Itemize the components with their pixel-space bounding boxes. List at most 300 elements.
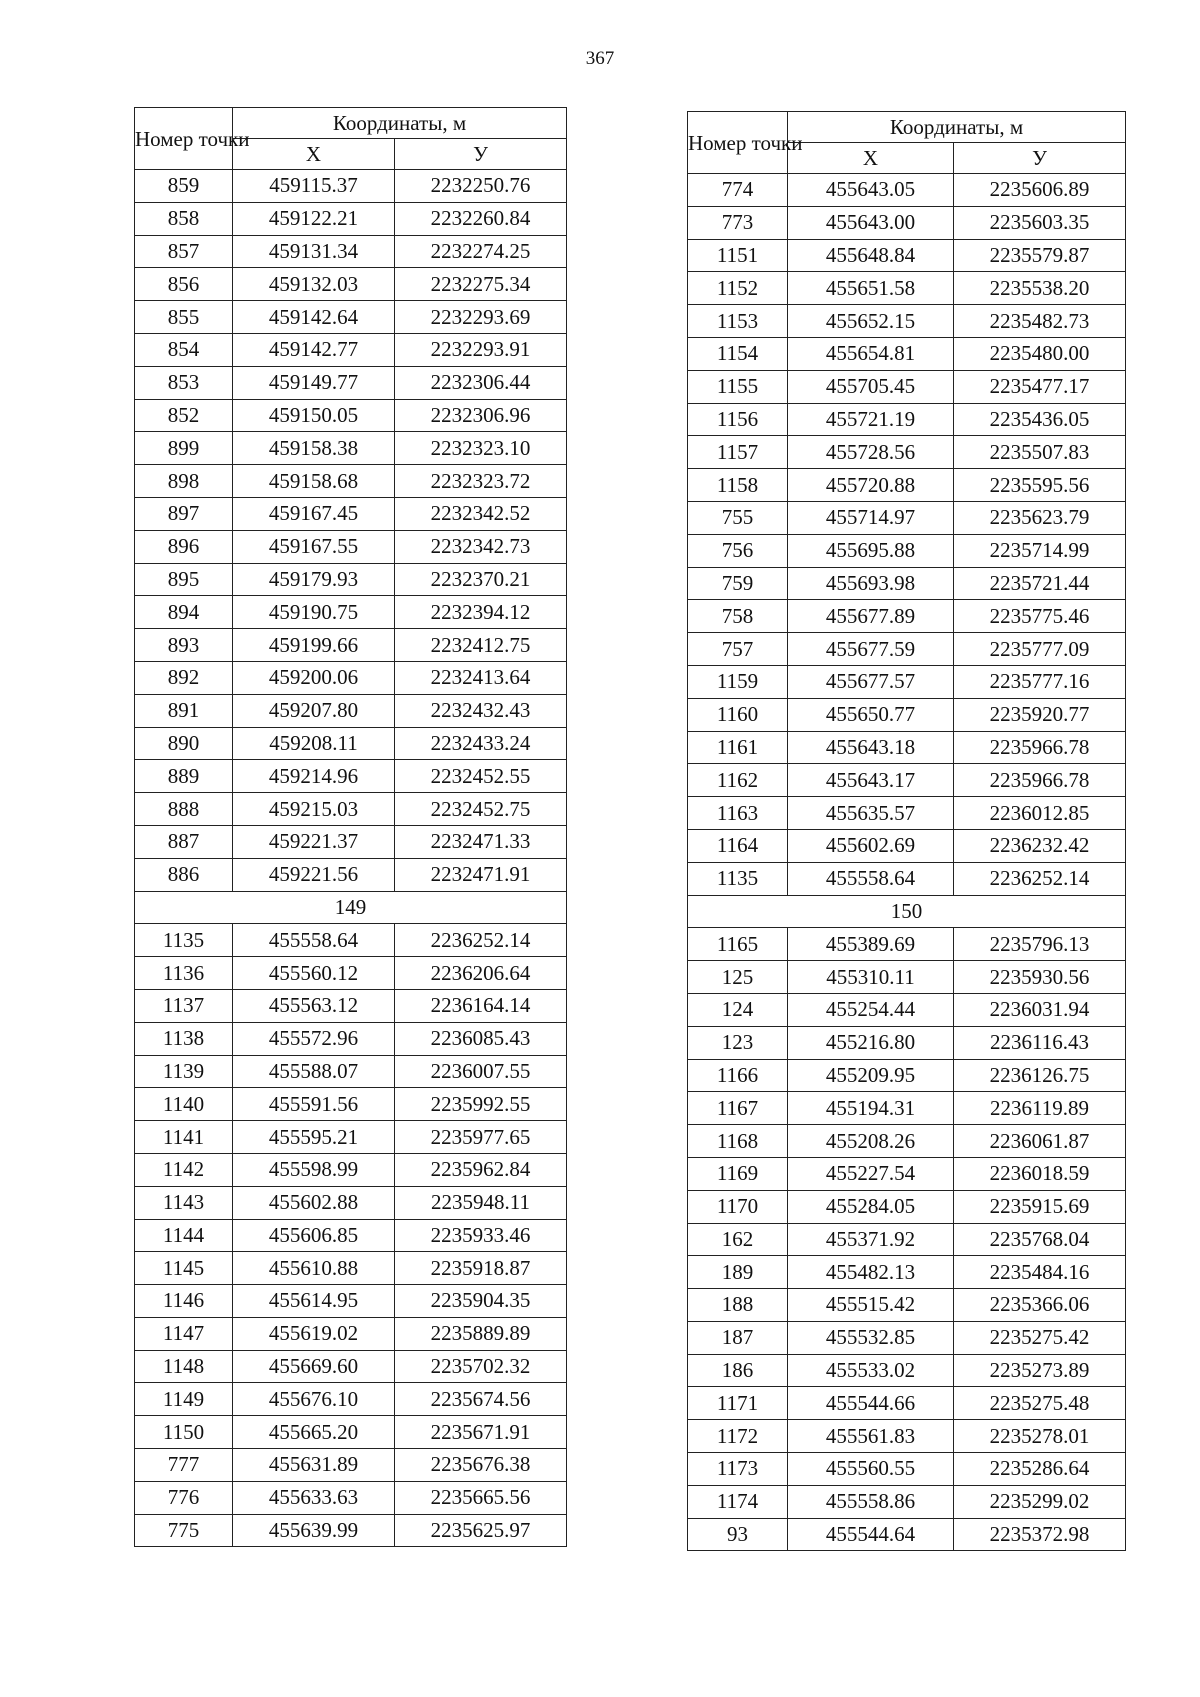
y-coordinate-cell: 2235665.56 — [395, 1481, 567, 1514]
y-coordinate-cell: 2236252.14 — [954, 862, 1126, 895]
x-coordinate-cell: 459221.37 — [233, 825, 395, 858]
table-row — [135, 661, 567, 694]
coordinates-table-right — [687, 111, 1126, 1551]
x-coordinate-cell: 459179.93 — [233, 563, 395, 596]
point-number-cell: 856 — [135, 268, 233, 301]
y-coordinate-cell: 2232274.25 — [395, 235, 567, 268]
y-coordinate-cell: 2235606.89 — [954, 174, 1126, 207]
y-coordinate-cell: 2232412.75 — [395, 629, 567, 662]
table-row — [135, 1219, 567, 1252]
y-coordinate-cell: 2235933.46 — [395, 1219, 567, 1252]
x-coordinate-cell: 455650.77 — [788, 698, 954, 731]
point-number-cell: 1142 — [135, 1153, 233, 1186]
table-row — [135, 1350, 567, 1383]
y-coordinate-cell: 2236061.87 — [954, 1125, 1126, 1158]
y-coordinate-cell: 2232260.84 — [395, 202, 567, 235]
point-number-cell: 1147 — [135, 1317, 233, 1350]
x-coordinate-cell: 455515.42 — [788, 1289, 954, 1322]
x-coordinate-cell: 459200.06 — [233, 661, 395, 694]
point-number-cell: 890 — [135, 727, 233, 760]
table-row — [135, 432, 567, 465]
y-coordinate-cell: 2232370.21 — [395, 563, 567, 596]
point-number-cell: 891 — [135, 694, 233, 727]
point-number-cell: 1171 — [688, 1387, 788, 1420]
point-number-cell: 895 — [135, 563, 233, 596]
x-coordinate-cell: 455669.60 — [233, 1350, 395, 1383]
column-header-coordinates: Координаты, м — [788, 112, 1126, 143]
y-coordinate-cell: 2236007.55 — [395, 1055, 567, 1088]
table-row — [135, 268, 567, 301]
x-coordinate-cell: 455544.64 — [788, 1518, 954, 1551]
y-coordinate-cell: 2235777.09 — [954, 633, 1126, 666]
table-row — [135, 924, 567, 957]
table-row — [135, 1514, 567, 1547]
point-number-cell: 755 — [688, 501, 788, 534]
table-row — [135, 694, 567, 727]
coordinates-table-left — [134, 107, 567, 1547]
x-coordinate-cell: 459122.21 — [233, 202, 395, 235]
table-row — [688, 1485, 1126, 1518]
y-coordinate-cell: 2236085.43 — [395, 1022, 567, 1055]
point-number-cell: 1136 — [135, 957, 233, 990]
table-row — [688, 1289, 1126, 1322]
x-coordinate-cell: 455194.31 — [788, 1092, 954, 1125]
x-coordinate-cell: 459221.56 — [233, 858, 395, 891]
table-row — [688, 501, 1126, 534]
point-number-cell: 1157 — [688, 436, 788, 469]
x-coordinate-cell: 455560.55 — [788, 1453, 954, 1486]
table-row — [688, 600, 1126, 633]
point-number-cell: 187 — [688, 1321, 788, 1354]
x-coordinate-cell: 455598.99 — [233, 1153, 395, 1186]
y-coordinate-cell: 2232342.73 — [395, 530, 567, 563]
x-coordinate-cell: 459115.37 — [233, 170, 395, 203]
point-number-cell: 1149 — [135, 1383, 233, 1416]
y-coordinate-cell: 2235595.56 — [954, 469, 1126, 502]
table-row — [688, 337, 1126, 370]
x-coordinate-cell: 455643.18 — [788, 731, 954, 764]
point-number-cell: 1140 — [135, 1088, 233, 1121]
table-row — [135, 1252, 567, 1285]
x-coordinate-cell: 455633.63 — [233, 1481, 395, 1514]
point-number-cell: 773 — [688, 206, 788, 239]
x-coordinate-cell: 455677.59 — [788, 633, 954, 666]
y-coordinate-cell: 2235992.55 — [395, 1088, 567, 1121]
point-number-cell: 855 — [135, 301, 233, 334]
x-coordinate-cell: 455602.69 — [788, 829, 954, 862]
x-coordinate-cell: 459199.66 — [233, 629, 395, 662]
page-number: 367 — [585, 48, 615, 69]
table-row — [135, 235, 567, 268]
section-label: 149 — [135, 891, 567, 924]
table-row — [688, 993, 1126, 1026]
table-row — [688, 272, 1126, 305]
y-coordinate-cell: 2232432.43 — [395, 694, 567, 727]
y-coordinate-cell: 2235702.32 — [395, 1350, 567, 1383]
column-header-x: X — [788, 143, 954, 174]
table-row — [135, 1055, 567, 1088]
x-coordinate-cell: 455676.10 — [233, 1383, 395, 1416]
y-coordinate-cell: 2232275.34 — [395, 268, 567, 301]
table-row — [688, 403, 1126, 436]
y-coordinate-cell: 2232471.91 — [395, 858, 567, 891]
point-number-cell: 858 — [135, 202, 233, 235]
table-row — [135, 596, 567, 629]
point-number-cell: 756 — [688, 534, 788, 567]
table-row — [135, 530, 567, 563]
y-coordinate-cell: 2235915.69 — [954, 1190, 1126, 1223]
x-coordinate-cell: 455558.64 — [788, 862, 954, 895]
x-coordinate-cell: 455614.95 — [233, 1285, 395, 1318]
x-coordinate-cell: 459158.38 — [233, 432, 395, 465]
y-coordinate-cell: 2235777.16 — [954, 665, 1126, 698]
table-row — [688, 928, 1126, 961]
y-coordinate-cell: 2235918.87 — [395, 1252, 567, 1285]
x-coordinate-cell: 459167.55 — [233, 530, 395, 563]
y-coordinate-cell: 2235889.89 — [395, 1317, 567, 1350]
y-coordinate-cell: 2232306.96 — [395, 399, 567, 432]
x-coordinate-cell: 455610.88 — [233, 1252, 395, 1285]
table-row — [135, 727, 567, 760]
x-coordinate-cell: 459190.75 — [233, 596, 395, 629]
table-row — [135, 1153, 567, 1186]
table-row — [135, 793, 567, 826]
y-coordinate-cell: 2235366.06 — [954, 1289, 1126, 1322]
x-coordinate-cell: 455216.80 — [788, 1026, 954, 1059]
x-coordinate-cell: 455619.02 — [233, 1317, 395, 1350]
y-coordinate-cell: 2236012.85 — [954, 797, 1126, 830]
point-number-cell: 759 — [688, 567, 788, 600]
x-coordinate-cell: 455721.19 — [788, 403, 954, 436]
y-coordinate-cell: 2235796.13 — [954, 928, 1126, 961]
column-header-y: У — [395, 139, 567, 170]
point-number-cell: 1165 — [688, 928, 788, 961]
y-coordinate-cell: 2236126.75 — [954, 1059, 1126, 1092]
x-coordinate-cell: 455714.97 — [788, 501, 954, 534]
x-coordinate-cell: 455728.56 — [788, 436, 954, 469]
y-coordinate-cell: 2235714.99 — [954, 534, 1126, 567]
point-number-cell: 1145 — [135, 1252, 233, 1285]
table-row — [135, 629, 567, 662]
y-coordinate-cell: 2235579.87 — [954, 239, 1126, 272]
table-row — [688, 764, 1126, 797]
y-coordinate-cell: 2235948.11 — [395, 1186, 567, 1219]
point-number-cell: 1160 — [688, 698, 788, 731]
table-row — [688, 1059, 1126, 1092]
y-coordinate-cell: 2235484.16 — [954, 1256, 1126, 1289]
table-row — [688, 1321, 1126, 1354]
y-coordinate-cell: 2232471.33 — [395, 825, 567, 858]
point-number-cell: 1166 — [688, 1059, 788, 1092]
x-coordinate-cell: 459207.80 — [233, 694, 395, 727]
table-row — [135, 989, 567, 1022]
table-row — [135, 1383, 567, 1416]
x-coordinate-cell: 455595.21 — [233, 1121, 395, 1154]
table-row — [688, 633, 1126, 666]
x-coordinate-cell: 459142.64 — [233, 301, 395, 334]
point-number-cell: 1143 — [135, 1186, 233, 1219]
point-number-cell: 162 — [688, 1223, 788, 1256]
y-coordinate-cell: 2235480.00 — [954, 337, 1126, 370]
point-number-cell: 776 — [135, 1481, 233, 1514]
point-number-cell: 1164 — [688, 829, 788, 862]
column-header-x: X — [233, 139, 395, 170]
table-row — [688, 305, 1126, 338]
table-row — [688, 961, 1126, 994]
point-number-cell: 125 — [688, 961, 788, 994]
point-number-cell: 859 — [135, 170, 233, 203]
column-header-point-number: Номер точки — [688, 112, 788, 174]
x-coordinate-cell: 455635.57 — [788, 797, 954, 830]
x-coordinate-cell: 455643.00 — [788, 206, 954, 239]
point-number-cell: 1172 — [688, 1420, 788, 1453]
table-row — [688, 1256, 1126, 1289]
table-row — [688, 174, 1126, 207]
x-coordinate-cell: 455209.95 — [788, 1059, 954, 1092]
point-number-cell: 1154 — [688, 337, 788, 370]
x-coordinate-cell: 455284.05 — [788, 1190, 954, 1223]
column-header-y: У — [954, 143, 1126, 174]
y-coordinate-cell: 2232323.72 — [395, 465, 567, 498]
point-number-cell: 1162 — [688, 764, 788, 797]
point-number-cell: 897 — [135, 497, 233, 530]
table-row — [688, 829, 1126, 862]
x-coordinate-cell: 455695.88 — [788, 534, 954, 567]
point-number-cell: 777 — [135, 1449, 233, 1482]
point-number-cell: 758 — [688, 600, 788, 633]
x-coordinate-cell: 455558.86 — [788, 1485, 954, 1518]
y-coordinate-cell: 2235920.77 — [954, 698, 1126, 731]
y-coordinate-cell: 2235603.35 — [954, 206, 1126, 239]
table-row — [135, 760, 567, 793]
y-coordinate-cell: 2235676.38 — [395, 1449, 567, 1482]
y-coordinate-cell: 2232433.24 — [395, 727, 567, 760]
y-coordinate-cell: 2235962.84 — [395, 1153, 567, 1186]
x-coordinate-cell: 455677.57 — [788, 665, 954, 698]
table-row — [688, 698, 1126, 731]
y-coordinate-cell: 2235299.02 — [954, 1485, 1126, 1518]
x-coordinate-cell: 459132.03 — [233, 268, 395, 301]
point-number-cell: 857 — [135, 235, 233, 268]
x-coordinate-cell: 455310.11 — [788, 961, 954, 994]
point-number-cell: 893 — [135, 629, 233, 662]
table-row — [688, 370, 1126, 403]
x-coordinate-cell: 455208.26 — [788, 1125, 954, 1158]
table-row — [135, 1481, 567, 1514]
point-number-cell: 1135 — [135, 924, 233, 957]
table-row — [688, 1125, 1126, 1158]
table-row — [688, 1092, 1126, 1125]
x-coordinate-cell: 455227.54 — [788, 1157, 954, 1190]
point-number-cell: 1148 — [135, 1350, 233, 1383]
y-coordinate-cell: 2235482.73 — [954, 305, 1126, 338]
y-coordinate-cell: 2235275.42 — [954, 1321, 1126, 1354]
table-row — [688, 567, 1126, 600]
table-row — [135, 1088, 567, 1121]
point-number-cell: 896 — [135, 530, 233, 563]
table-row — [135, 1416, 567, 1449]
point-number-cell: 1159 — [688, 665, 788, 698]
x-coordinate-cell: 459142.77 — [233, 333, 395, 366]
y-coordinate-cell: 2232452.55 — [395, 760, 567, 793]
table-row — [135, 465, 567, 498]
x-coordinate-cell: 459158.68 — [233, 465, 395, 498]
y-coordinate-cell: 2235904.35 — [395, 1285, 567, 1318]
y-coordinate-cell: 2235273.89 — [954, 1354, 1126, 1387]
table-row — [688, 1420, 1126, 1453]
x-coordinate-cell: 455602.88 — [233, 1186, 395, 1219]
y-coordinate-cell: 2235286.64 — [954, 1453, 1126, 1486]
point-number-cell: 1167 — [688, 1092, 788, 1125]
point-number-cell: 1137 — [135, 989, 233, 1022]
x-coordinate-cell: 455533.02 — [788, 1354, 954, 1387]
x-coordinate-cell: 455677.89 — [788, 600, 954, 633]
point-number-cell: 1139 — [135, 1055, 233, 1088]
table-row — [688, 1453, 1126, 1486]
table-row — [688, 665, 1126, 698]
y-coordinate-cell: 2232250.76 — [395, 170, 567, 203]
table-row — [135, 202, 567, 235]
y-coordinate-cell: 2232293.69 — [395, 301, 567, 334]
y-coordinate-cell: 2232452.75 — [395, 793, 567, 826]
x-coordinate-cell: 459214.96 — [233, 760, 395, 793]
x-coordinate-cell: 455588.07 — [233, 1055, 395, 1088]
x-coordinate-cell: 459149.77 — [233, 366, 395, 399]
table-row — [688, 206, 1126, 239]
table-row — [688, 1157, 1126, 1190]
x-coordinate-cell: 455560.12 — [233, 957, 395, 990]
y-coordinate-cell: 2236116.43 — [954, 1026, 1126, 1059]
table-row — [135, 957, 567, 990]
point-number-cell: 853 — [135, 366, 233, 399]
table-row — [135, 825, 567, 858]
point-number-cell: 1151 — [688, 239, 788, 272]
y-coordinate-cell: 2232413.64 — [395, 661, 567, 694]
x-coordinate-cell: 455720.88 — [788, 469, 954, 502]
rows-group — [688, 174, 1126, 896]
x-coordinate-cell: 455652.15 — [788, 305, 954, 338]
y-coordinate-cell: 2235625.97 — [395, 1514, 567, 1547]
x-coordinate-cell: 455389.69 — [788, 928, 954, 961]
table-row — [135, 858, 567, 891]
table-row — [688, 862, 1126, 895]
point-number-cell: 1138 — [135, 1022, 233, 1055]
point-number-cell: 852 — [135, 399, 233, 432]
point-number-cell: 888 — [135, 793, 233, 826]
y-coordinate-cell: 2235507.83 — [954, 436, 1126, 469]
x-coordinate-cell: 459208.11 — [233, 727, 395, 760]
table-row — [135, 1449, 567, 1482]
x-coordinate-cell: 455631.89 — [233, 1449, 395, 1482]
table-row — [135, 333, 567, 366]
x-coordinate-cell: 455665.20 — [233, 1416, 395, 1449]
rows-group — [688, 928, 1126, 1551]
table-row — [135, 1121, 567, 1154]
point-number-cell: 1174 — [688, 1485, 788, 1518]
y-coordinate-cell: 2236206.64 — [395, 957, 567, 990]
table-row — [688, 1026, 1126, 1059]
point-number-cell: 757 — [688, 633, 788, 666]
y-coordinate-cell: 2236031.94 — [954, 993, 1126, 1026]
point-number-cell: 1146 — [135, 1285, 233, 1318]
point-number-cell: 854 — [135, 333, 233, 366]
x-coordinate-cell: 455482.13 — [788, 1256, 954, 1289]
point-number-cell: 188 — [688, 1289, 788, 1322]
y-coordinate-cell: 2232293.91 — [395, 333, 567, 366]
table-row — [688, 1223, 1126, 1256]
y-coordinate-cell: 2235278.01 — [954, 1420, 1126, 1453]
x-coordinate-cell: 459167.45 — [233, 497, 395, 530]
point-number-cell: 1153 — [688, 305, 788, 338]
x-coordinate-cell: 455651.58 — [788, 272, 954, 305]
x-coordinate-cell: 459150.05 — [233, 399, 395, 432]
point-number-cell: 1173 — [688, 1453, 788, 1486]
point-number-cell: 1152 — [688, 272, 788, 305]
point-number-cell: 1161 — [688, 731, 788, 764]
x-coordinate-cell: 455606.85 — [233, 1219, 395, 1252]
x-coordinate-cell: 455558.64 — [233, 924, 395, 957]
table-row — [688, 436, 1126, 469]
y-coordinate-cell: 2235930.56 — [954, 961, 1126, 994]
point-number-cell: 886 — [135, 858, 233, 891]
point-number-cell: 774 — [688, 174, 788, 207]
table-row — [688, 1354, 1126, 1387]
table-row — [688, 731, 1126, 764]
point-number-cell: 899 — [135, 432, 233, 465]
y-coordinate-cell: 2236252.14 — [395, 924, 567, 957]
y-coordinate-cell: 2232306.44 — [395, 366, 567, 399]
y-coordinate-cell: 2235671.91 — [395, 1416, 567, 1449]
x-coordinate-cell: 459215.03 — [233, 793, 395, 826]
y-coordinate-cell: 2235775.46 — [954, 600, 1126, 633]
y-coordinate-cell: 2232323.10 — [395, 432, 567, 465]
x-coordinate-cell: 455705.45 — [788, 370, 954, 403]
column-header-coordinates: Координаты, м — [233, 108, 567, 139]
table-row — [135, 399, 567, 432]
table-row — [688, 534, 1126, 567]
y-coordinate-cell: 2235275.48 — [954, 1387, 1126, 1420]
table-row — [135, 301, 567, 334]
table-row — [135, 1186, 567, 1219]
table-row — [135, 170, 567, 203]
y-coordinate-cell: 2235768.04 — [954, 1223, 1126, 1256]
point-number-cell: 894 — [135, 596, 233, 629]
x-coordinate-cell: 455639.99 — [233, 1514, 395, 1547]
section-label: 150 — [688, 895, 1126, 928]
column-header-point-number: Номер точки — [135, 108, 233, 170]
point-number-cell: 889 — [135, 760, 233, 793]
rows-group — [135, 170, 567, 892]
point-number-cell: 1163 — [688, 797, 788, 830]
x-coordinate-cell: 455572.96 — [233, 1022, 395, 1055]
y-coordinate-cell: 2235538.20 — [954, 272, 1126, 305]
y-coordinate-cell: 2235674.56 — [395, 1383, 567, 1416]
table-row — [135, 563, 567, 596]
point-number-cell: 93 — [688, 1518, 788, 1551]
table-row — [688, 1190, 1126, 1223]
table-row — [135, 1022, 567, 1055]
y-coordinate-cell: 2232342.52 — [395, 497, 567, 530]
y-coordinate-cell: 2235966.78 — [954, 731, 1126, 764]
y-coordinate-cell: 2235623.79 — [954, 501, 1126, 534]
x-coordinate-cell: 455563.12 — [233, 989, 395, 1022]
y-coordinate-cell: 2236119.89 — [954, 1092, 1126, 1125]
table-row — [688, 1518, 1126, 1551]
point-number-cell: 1168 — [688, 1125, 788, 1158]
point-number-cell: 186 — [688, 1354, 788, 1387]
point-number-cell: 898 — [135, 465, 233, 498]
point-number-cell: 892 — [135, 661, 233, 694]
